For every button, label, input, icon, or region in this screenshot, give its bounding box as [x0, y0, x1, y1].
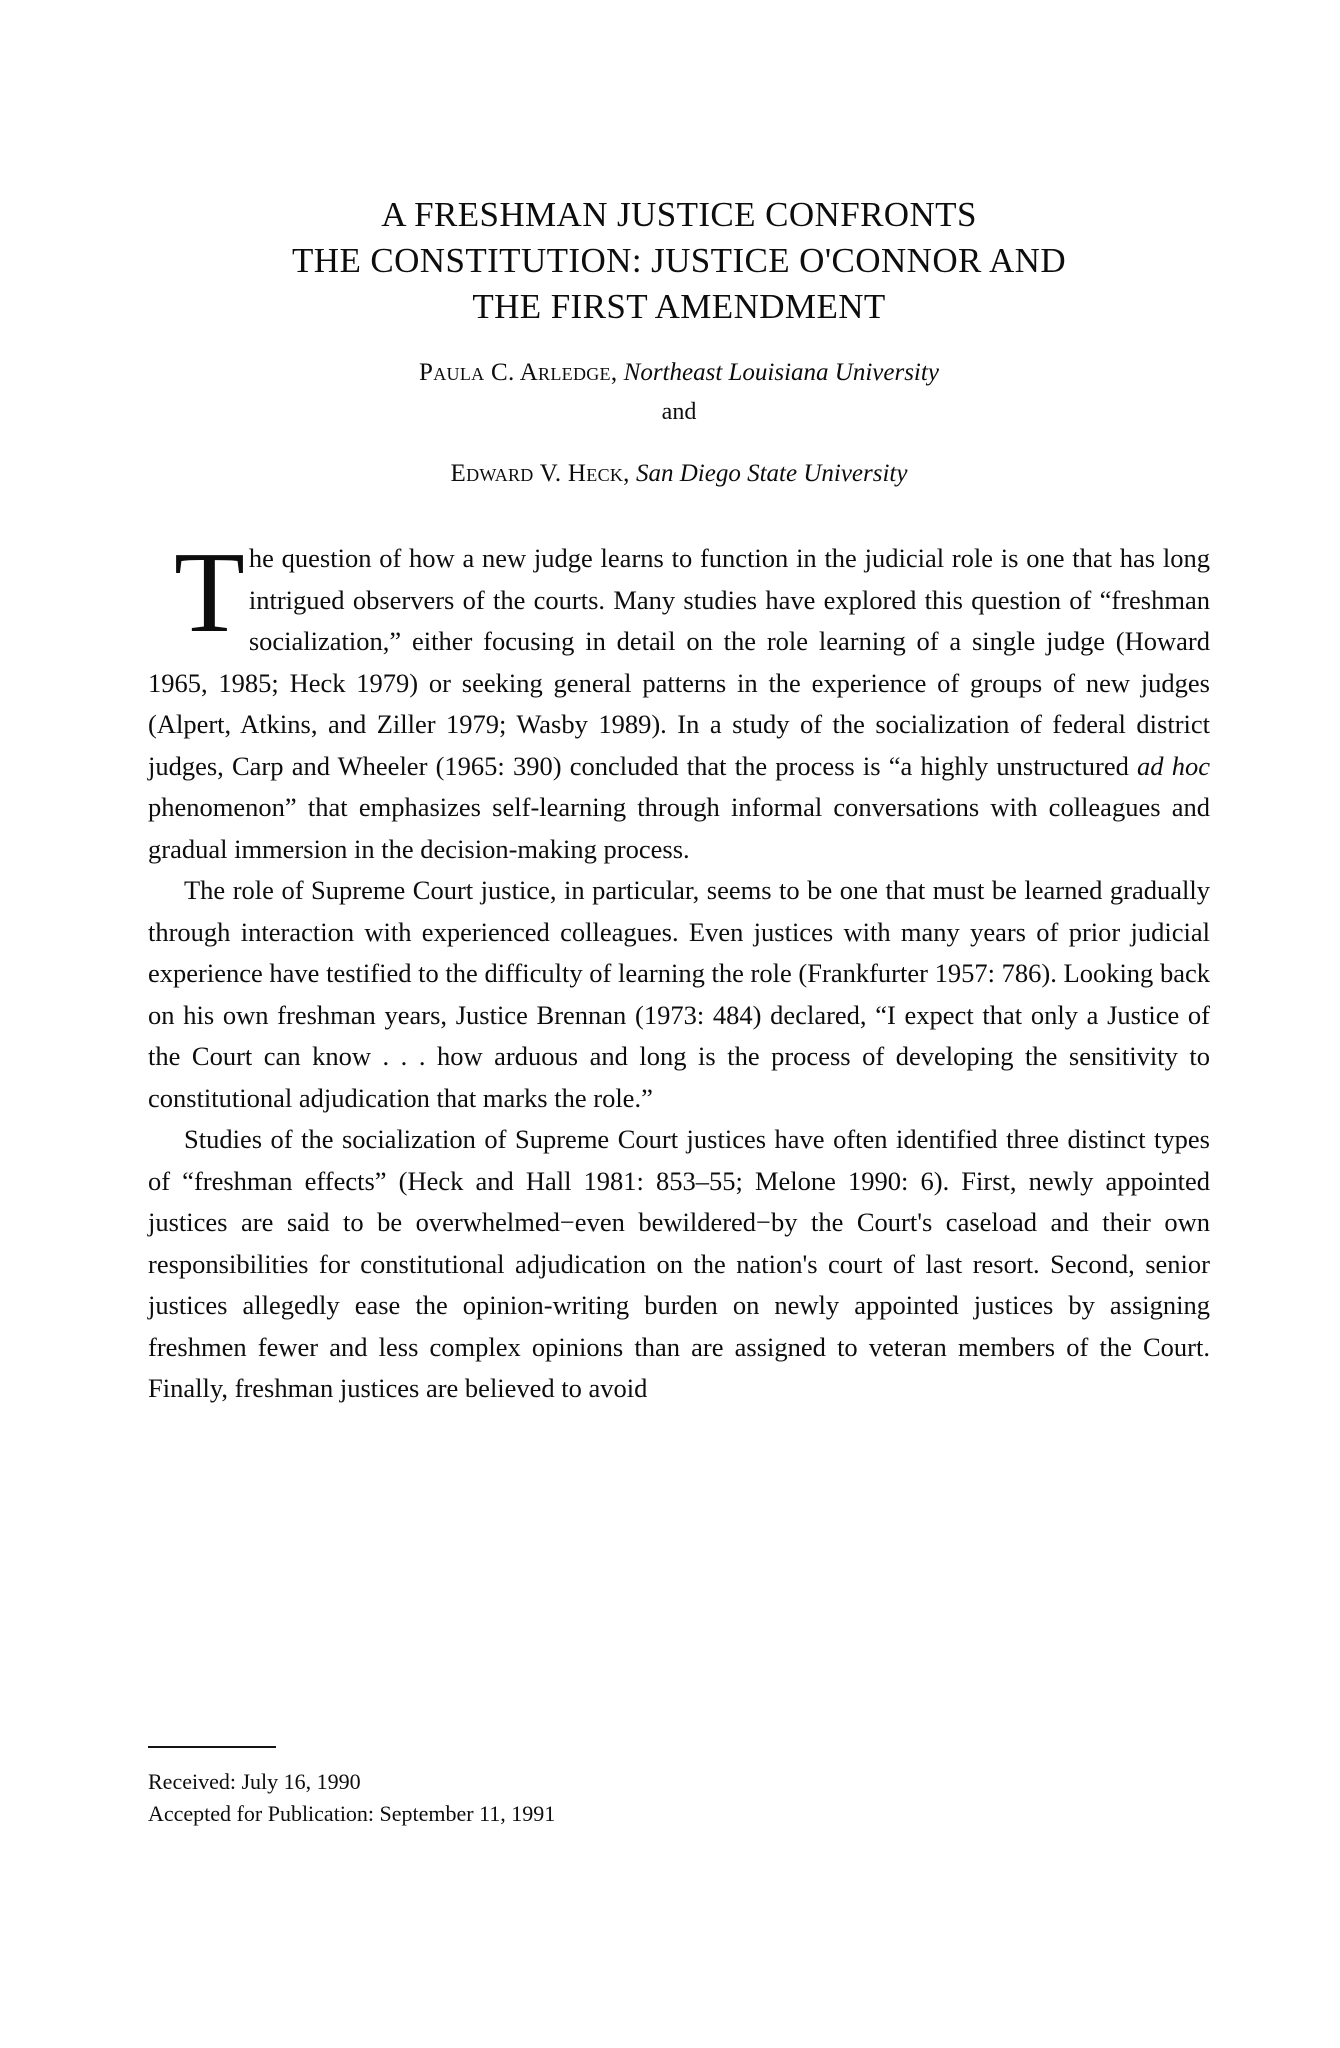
- page-content-column: [148, 0, 1210, 1410]
- author-name-2: Edward V. Heck,: [450, 460, 630, 487]
- page-title-line-3: THE FIRST AMENDMENT: [472, 287, 886, 326]
- paragraph-2: The role of Supreme Court justice, in particular, seems to be one that must be learned gradually through interaction with experienced colleagues. Even justices with many years of prior judicial experience have testified to the difficulty of learning the role (Frankfurter 1957: 786). Looking back on his own freshman years, Justice Brennan (1973: 484) declared, “I expect that only a Justice of the Court can know . . . how arduous and long is the process of developing the sensitivity to constitutional adjudication that marks the role.”: [148, 875, 1210, 1113]
- page-title-line-1: A FRESHMAN JUSTICE CONFRONTS: [381, 195, 977, 234]
- article-title-block: [148, 0, 1210, 330]
- paragraph-1: [148, 529, 1210, 870]
- author-affiliation-1: Northeast Louisiana University: [623, 359, 939, 386]
- author-conjunction: and: [661, 399, 697, 425]
- paragraph-1-text-b: phenomenon” that emphasizes self-learning through informal conversations with colleagues and gradual immersion in the decision-making process.: [148, 792, 1210, 864]
- paragraph-3: Studies of the socialization of Supreme Court justices have often identified three distinct types of “freshman effects” (Heck and Hall 1981: 853–55; Melone 1990: 6). First, newly appointed justices are said to be overwhelmed−even bewildered−by the Court's caseload and their own responsibilities for constitutional adjudication on the nation's court of last resort. Second, senior justices allegedly ease the opinion-writing burden on newly appointed justices by assigning freshmen fewer and less complex opinions than are assigned to veteran members of the Court. Finally, freshman justices are believed to avoid: [148, 1124, 1210, 1403]
- footnote-accepted-date: Accepted for Publication: September 11, 1991: [148, 1801, 556, 1826]
- author-name-1: Paula C. Arledge,: [419, 359, 618, 386]
- paragraph-1-italic-phrase: ad hoc: [1137, 750, 1210, 781]
- paragraph-1-text-a: he question of how a new judge learns to function in the judicial role is one that has long intrigued observers of the courts. Many studies have explored this question of “freshman socialization,” either focusing in detail on the role learning of a single judge (Howard 1965, 1985; Heck 1979) or seeking general patterns in the experience of groups of new judges (Alpert, Atkins, and Ziller 1979; Wasby 1989). In a study of the socialization of federal district judges, Carp and Wheeler (1965: 390) concluded that the process is “a highly unstructured: [148, 543, 1210, 781]
- author-affiliation-2: San Diego State University: [635, 460, 908, 487]
- page-title-line-2: THE CONSTITUTION: JUSTICE O'CONNOR AND: [292, 241, 1066, 280]
- author-byline-1: [148, 353, 1210, 393]
- footnote-block: [148, 1746, 848, 1830]
- footnote-separator-rule: [148, 1746, 276, 1748]
- drop-cap-letter: T: [174, 529, 245, 657]
- article-body: [148, 529, 1210, 1410]
- footnote-received-date: Received: July 16, 1990: [148, 1769, 361, 1794]
- author-byline-2: [148, 454, 1210, 494]
